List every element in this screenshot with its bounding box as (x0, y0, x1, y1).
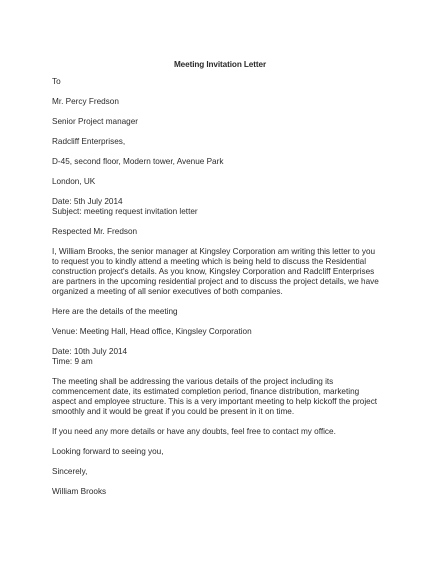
letter-subject: Subject: meeting request invitation letter (52, 207, 198, 216)
spacer (52, 187, 380, 197)
spacer (52, 87, 380, 97)
closing-line: Looking forward to seeing you, (52, 447, 164, 456)
spacer (52, 477, 380, 487)
spacer (52, 457, 380, 467)
recipient-name: Mr. Percy Fredson (52, 97, 119, 106)
meeting-date: Date: 10th July 2014 (52, 347, 128, 356)
document-title: Meeting Invitation Letter (173, 60, 267, 69)
spacer (52, 107, 380, 117)
spacer (52, 337, 380, 347)
spacer (52, 167, 380, 177)
address-line-1: D-45, second floor, Modern tower, Avenue Park (52, 157, 224, 166)
body-paragraph-2: The meeting shall be addressing the various details of the project including its commencement date, its estimated completion period, finance distribution, marketing aspect and employee structure. This is a very important meeting to help kickoff the project smoothly and it would be great if you could be present in it on time. (52, 377, 378, 416)
meeting-time: Time: 9 am (52, 357, 93, 366)
salutation: Respected Mr. Fredson (52, 227, 138, 236)
meeting-venue: Venue: Meeting Hall, Head office, Kingsley Corporation (52, 327, 252, 336)
signature-name: William Brooks (52, 487, 107, 496)
letter-date: Date: 5th July 2014 (52, 197, 123, 206)
body-paragraph-1: I, William Brooks, the senior manager at Kingsley Corporation am writing this letter to you to request you to kindly attend a meeting which is being held to discuss the Residential construction project's details. As you know, Kingsley Corporation and Radcliff Enterprises are partners in the upcoming residential project and to discuss the project details, we have organized a meeting of all senior executives of both companies. (52, 247, 379, 296)
spacer (52, 237, 380, 247)
spacer (52, 127, 380, 137)
address-line-2: London, UK (52, 177, 96, 186)
details-intro: Here are the details of the meeting (52, 307, 178, 316)
sign-off: Sincerely, (52, 467, 88, 476)
spacer (52, 147, 380, 157)
body-paragraph-3: If you need any more details or have any doubts, feel free to contact my office. (52, 427, 336, 436)
recipient-title: Senior Project manager (52, 117, 139, 126)
spacer (52, 217, 380, 227)
spacer (52, 317, 380, 327)
spacer (52, 367, 380, 377)
spacer (52, 417, 380, 427)
to-label: To (52, 77, 61, 86)
spacer (52, 437, 380, 447)
spacer (52, 297, 380, 307)
recipient-company: Radcliff Enterprises, (52, 137, 126, 146)
